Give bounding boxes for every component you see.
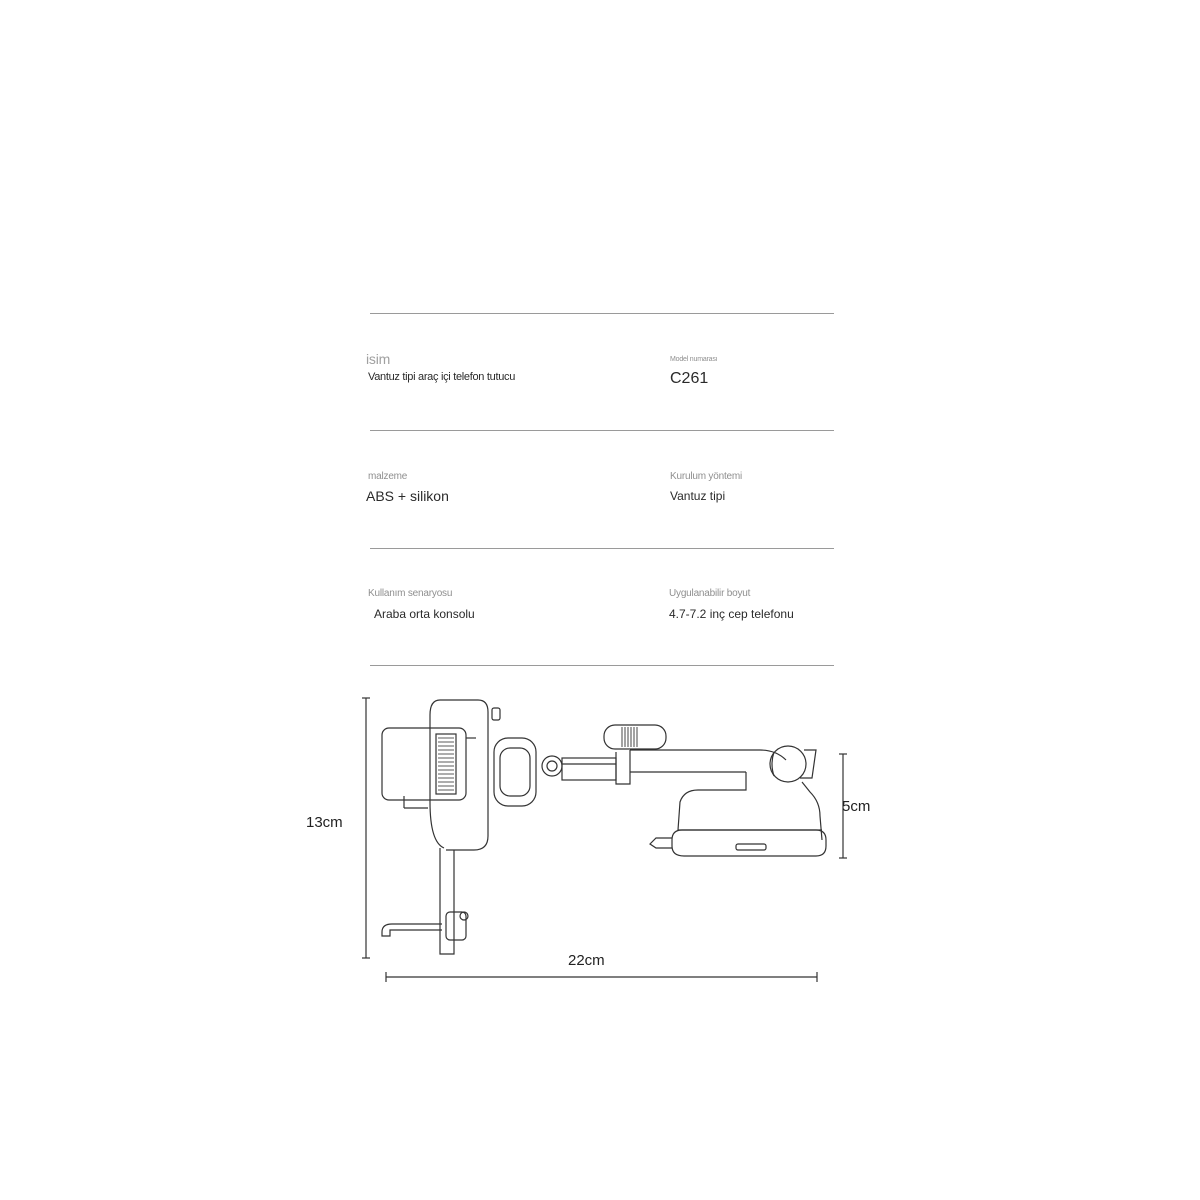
spec-usage-value: Araba orta konsolu (374, 607, 475, 621)
divider-bottom (370, 665, 834, 666)
divider-top (370, 313, 834, 314)
spec-material-label: malzeme (368, 471, 408, 482)
spec-size-label: Uygulanabilir boyut (669, 588, 751, 599)
base-height-dimension-label: 5cm (842, 798, 871, 815)
spec-name-label: isim (366, 351, 391, 367)
spec-name-value: Vantuz tipi araç içi telefon tutucu (368, 371, 516, 383)
spec-sheet (360, 300, 840, 680)
width-dimension-label: 22cm (568, 952, 605, 969)
spec-size (669, 587, 794, 622)
spec-usage (368, 587, 475, 622)
spec-material-value: ABS + silikon (366, 488, 449, 504)
spec-model-label: Model numarası (670, 356, 718, 363)
spec-install-label: Kurulum yöntemi (670, 471, 743, 482)
height-dimension-label: 13cm (306, 814, 343, 831)
spec-name (366, 352, 515, 385)
spec-material (366, 470, 449, 504)
product-dimension-drawing (300, 690, 900, 990)
divider-1 (370, 430, 834, 431)
spec-install (670, 470, 742, 504)
spec-usage-label: Kullanım senaryosu (368, 588, 453, 599)
holder-line-drawing (300, 690, 900, 990)
divider-2 (370, 548, 834, 549)
spec-model (670, 353, 717, 387)
spec-install-value: Vantuz tipi (670, 489, 726, 503)
spec-size-value: 4.7-7.2 inç cep telefonu (669, 607, 794, 621)
spec-model-value: C261 (670, 370, 709, 387)
